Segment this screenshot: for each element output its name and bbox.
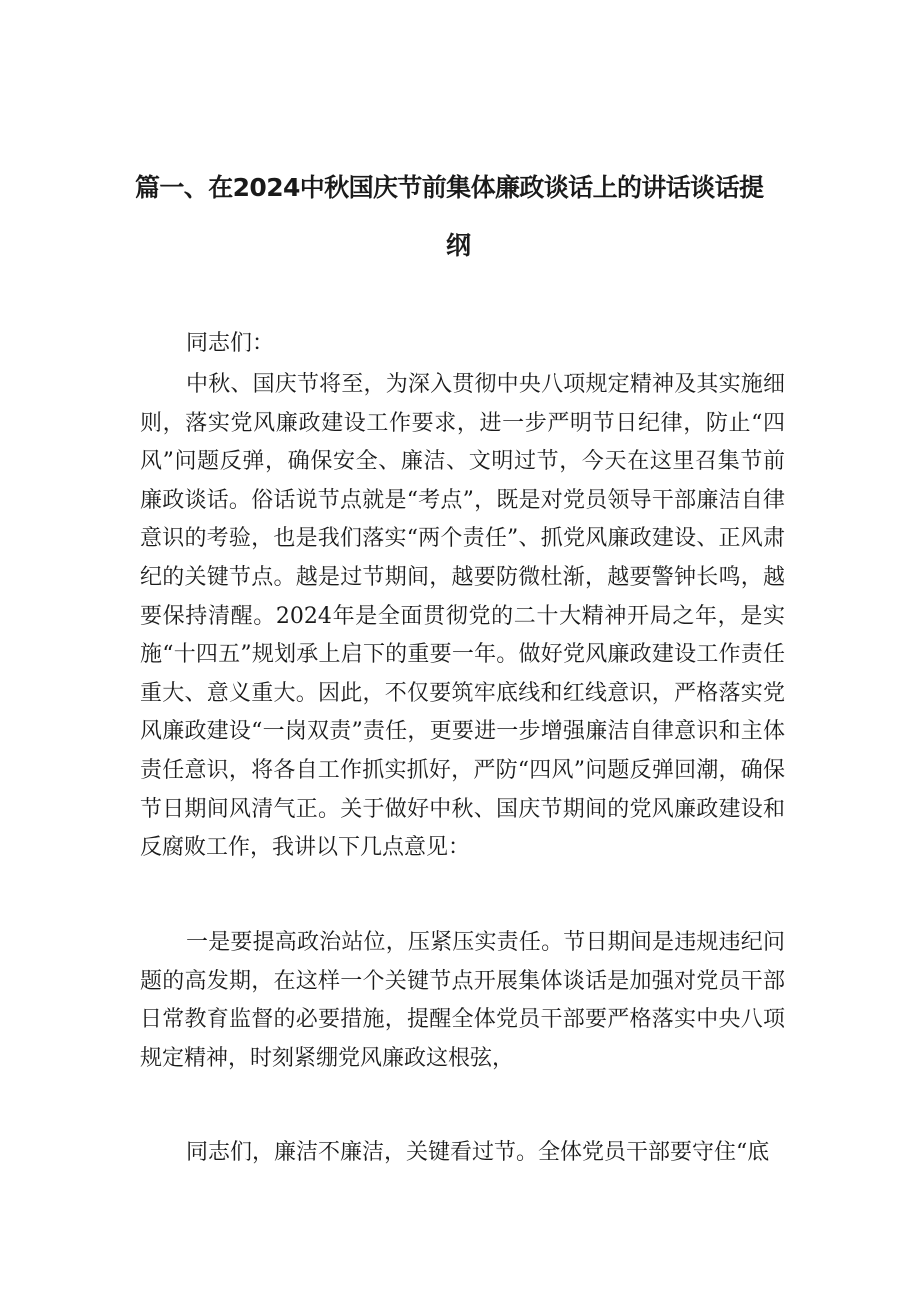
paragraph-1: 中秋、国庆节将至，为深入贯彻中央八项规定精神及其实施细则，落实党风廉政建设工作要求，进一步严明节日纪律，防止“四风”问题反弹，确保安全、廉洁、文明过节，今天在这里召集节前廉政谈话。俗话说节点就是“考点”，既是对党员领导干部廉洁自律意识的考验，也是我们落实“两个责任”、抓党风廉政建设、正风肃纪的关键节点。越是过节期间，越要防微杜渐，越要警钟长鸣，越要保持清醒。2024年是全面贯彻党的二十大精神开局之年，是实施“十四五”规划承上启下的重要一年。做好党风廉政建设工作责任重大、意义重大。因此，不仅要筑牢底线和红线意识，严格落实党风廉政建设“一岗双责”责任，更要进一步增强廉洁自律意识和主体责任意识，将各自工作抓实抓好，严防“四风”问题反弹回潮，确保节日期间风清气正。关于做好中秋、国庆节期间的党风廉政建设和反腐败工作，我讲以下几点意见： — [140, 372, 785, 861]
document-title-line-2: 纲 — [446, 231, 471, 260]
document-title-line-1: 篇一、在2024中秋国庆节前集体廉政谈话上的讲话谈话提 — [135, 173, 764, 202]
paragraph-3: 同志们，廉洁不廉洁，关键看过节。全体党员干部要守住“底 — [186, 1140, 770, 1165]
salutation: 同志们： — [186, 331, 275, 356]
paragraph-2: 一是要提高政治站位，压紧压实责任。节日期间是违规违纪问题的高发期，在这样一个关键节点开展集体谈话是加强对党员干部日常教育监督的必要措施，提醒全体党员干部要严格落实中央八项规定精神，时刻紧绷党风廉政这根弦， — [140, 930, 785, 1071]
